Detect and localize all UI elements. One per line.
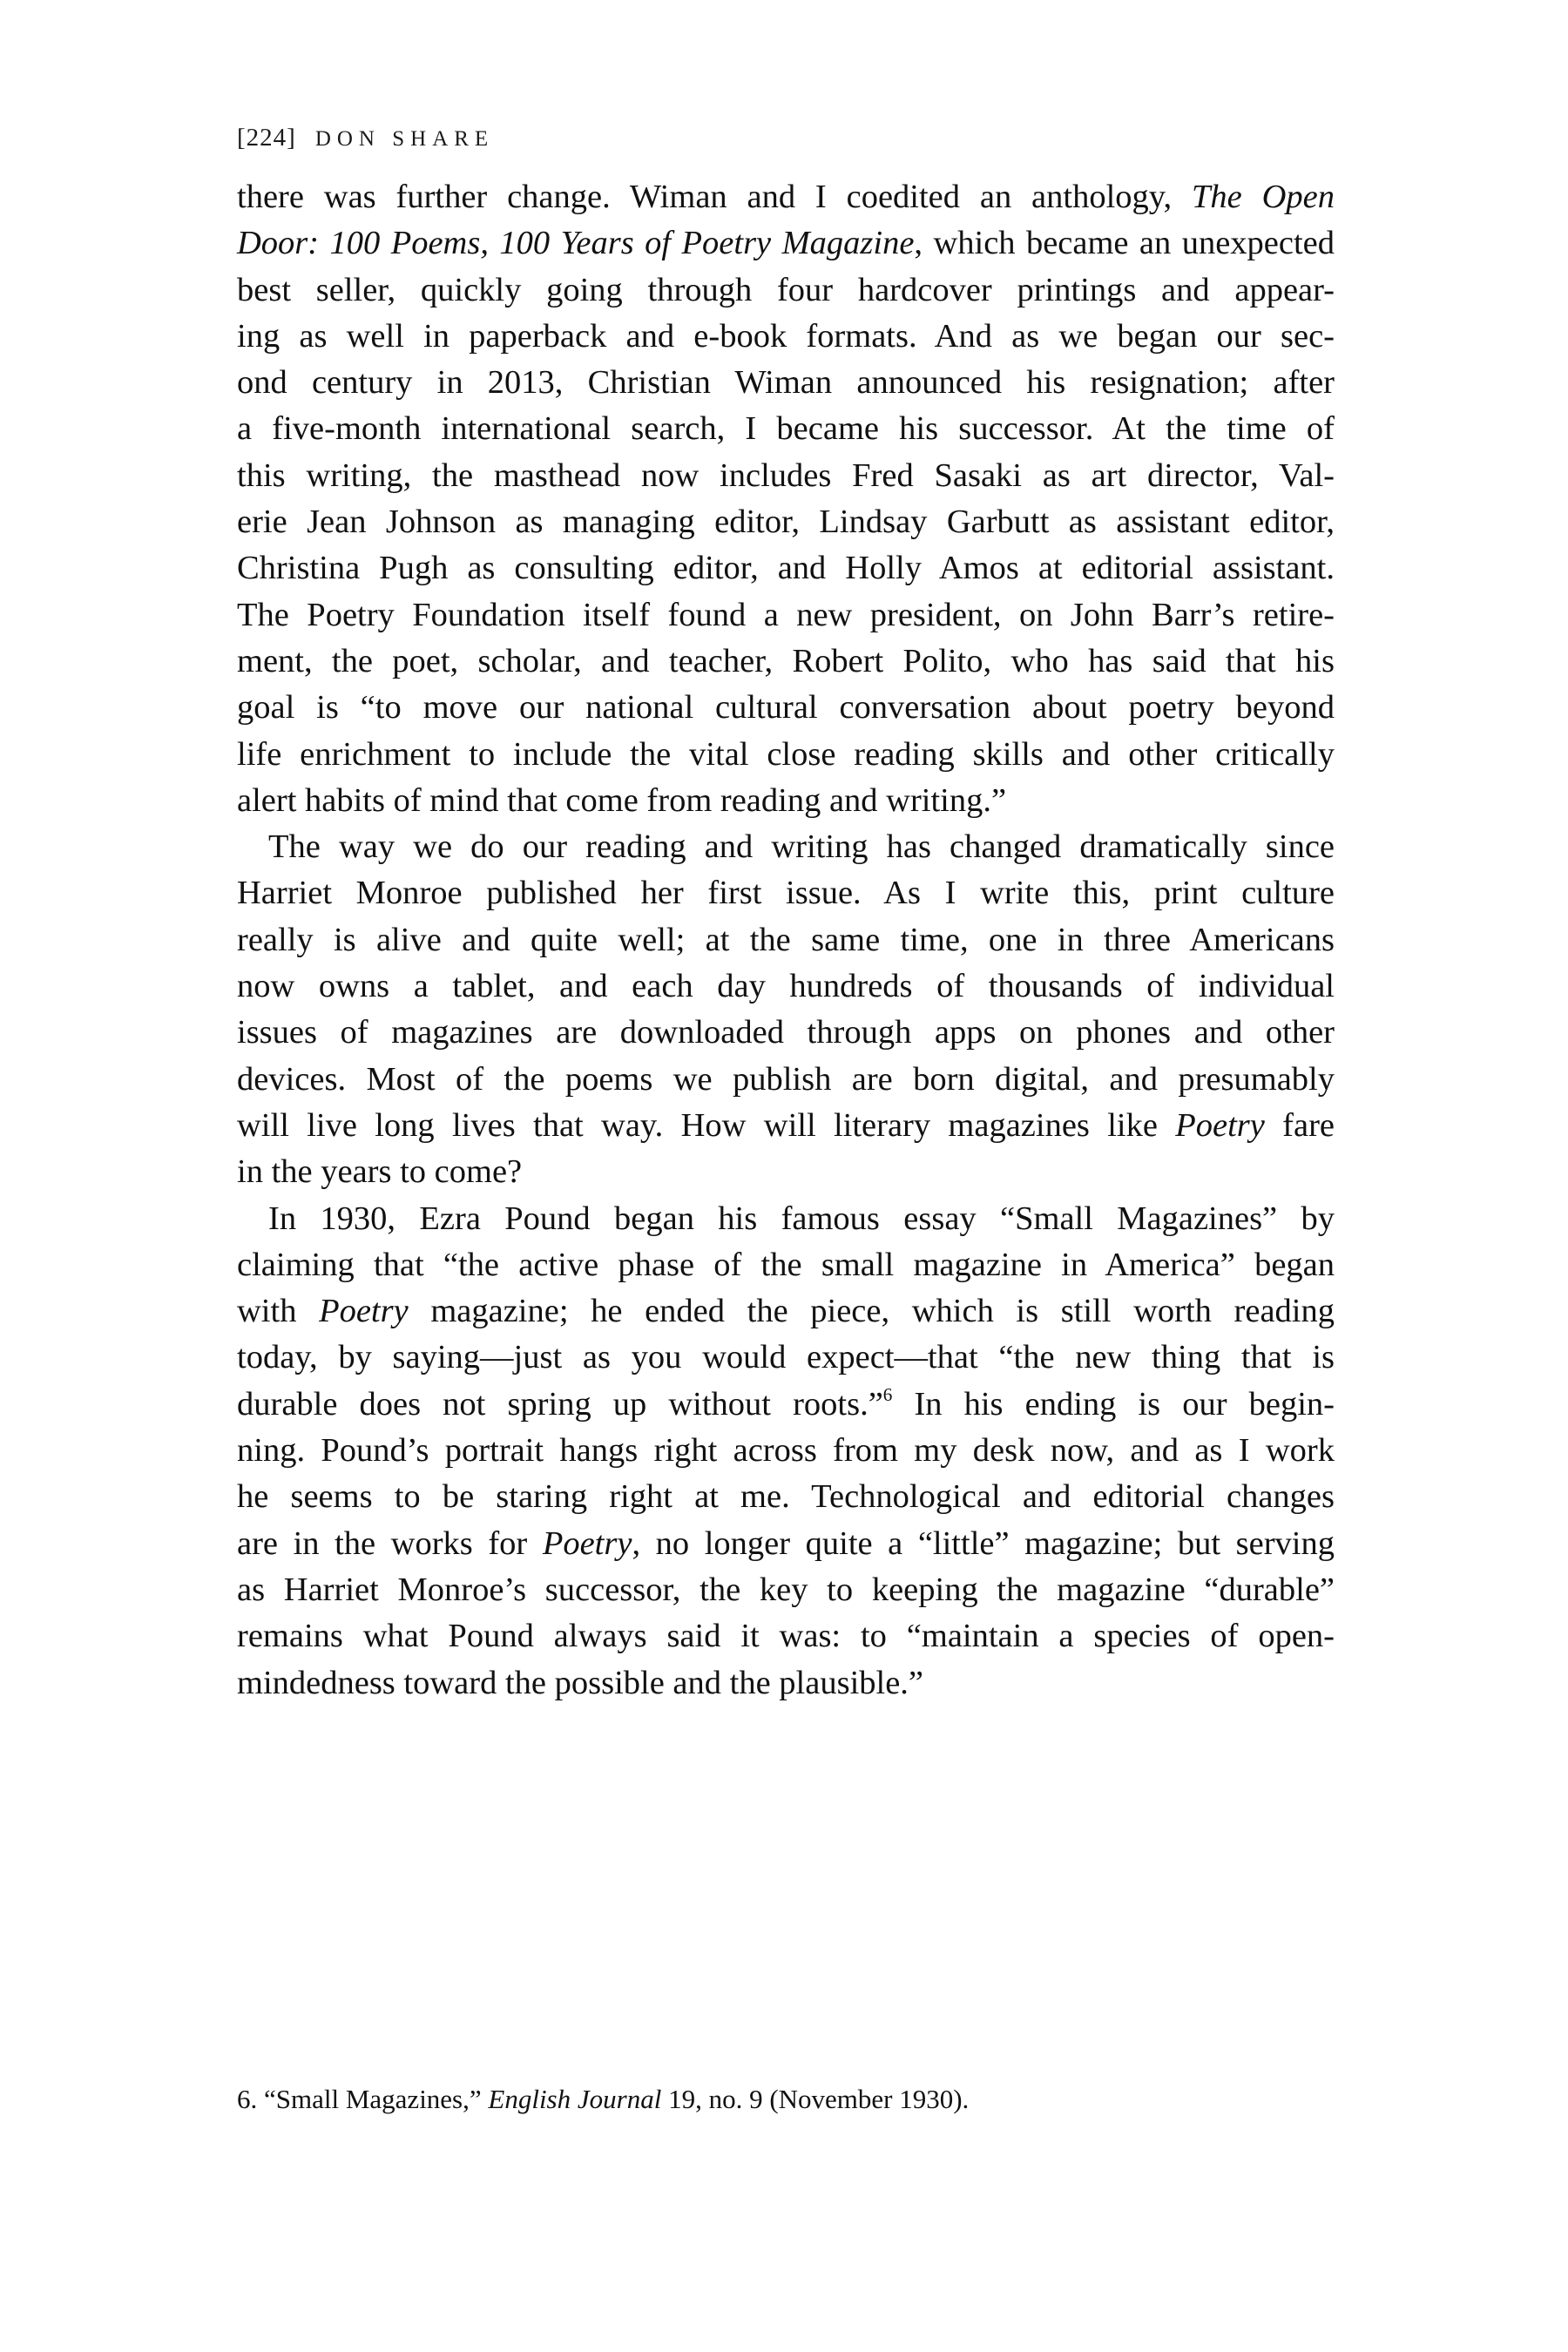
text-line [237, 1242, 1335, 1288]
running-head-author: DON SHARE [314, 127, 495, 151]
running-head [237, 120, 494, 155]
text-segment: ing as well in paperback and e-book formats. And as we began our sec- [237, 317, 1335, 355]
text-line [237, 870, 1335, 916]
text-line [237, 1057, 1335, 1103]
text-segment: 19, no. 9 (November 1930). [661, 2084, 970, 2114]
text-line [237, 685, 1335, 731]
paragraph [237, 1196, 1335, 1707]
text-segment: magazine; he ended the piece, which is still worth reading [408, 1293, 1335, 1330]
paragraph [237, 824, 1335, 1195]
text-segment: he seems to be staring right at me. Technological and editorial changes [237, 1478, 1335, 1516]
text-segment: now owns a tablet, and each day hundreds of thousands of individual [237, 968, 1335, 1005]
text-line [237, 963, 1335, 1010]
text-segment: Harriet Monroe published her first issue. As I write this, print culture [237, 875, 1335, 912]
italic-text: Poetry [542, 1524, 632, 1562]
text-line [237, 360, 1335, 406]
text-line [237, 314, 1335, 360]
text-segment: In his ending is our begin- [892, 1385, 1335, 1423]
text-line [237, 1521, 1335, 1567]
text-line [237, 1567, 1335, 1613]
text-segment: ning. Pound’s portrait hangs right across from my desk now, and as I work [237, 1432, 1335, 1470]
body-text [237, 174, 1335, 1707]
text-segment: really is alive and quite well; at the same time, one in three Americans [237, 921, 1335, 958]
text-line [237, 1474, 1335, 1520]
text-line [237, 174, 1335, 220]
text-segment: mindedness toward the possible and the plausible.” [237, 1664, 924, 1701]
text-line [237, 592, 1335, 639]
text-line [237, 824, 1335, 870]
text-segment: ment, the poet, scholar, and teacher, Robert Polito, who has said that his [237, 642, 1335, 679]
text-segment: , no longer quite a “little” magazine; but serving [632, 1524, 1335, 1562]
text-line [237, 499, 1335, 545]
text-line [237, 1382, 1335, 1428]
text-segment: erie Jean Johnson as managing editor, Lindsay Garbutt as assistant editor, [237, 504, 1335, 541]
text-segment: goal is “to move our national cultural conversation about poetry beyond [237, 689, 1335, 727]
text-line [237, 545, 1335, 591]
text-line [237, 732, 1335, 778]
text-segment: Christina Pugh as consulting editor, and Holly Amos at editorial assistant. [237, 550, 1335, 587]
text-segment: as Harriet Monroe’s successor, the key to keeping the magazine “durable” [237, 1571, 1335, 1608]
text-line [237, 220, 1335, 267]
text-line [237, 1613, 1335, 1659]
text-segment: this writing, the masthead now includes Fred Sasaki as art director, Val- [237, 456, 1335, 494]
text-segment: best seller, quickly going through four hardcover printings and appear- [237, 271, 1335, 308]
text-line [237, 267, 1335, 314]
text-line [237, 453, 1335, 499]
text-segment: durable does not spring up without roots.” [237, 1385, 883, 1423]
text-line [237, 1196, 1335, 1242]
italic-text: Poetry [319, 1293, 409, 1330]
italic-text: The Open [1192, 179, 1335, 215]
text-line [237, 917, 1335, 963]
text-segment: , which became an unexpected [914, 225, 1335, 262]
footnote [237, 2080, 1335, 2119]
text-segment: In 1930, Ezra Pound began his famous essay “Small Magazines” by [268, 1200, 1335, 1237]
text-line [237, 1288, 1335, 1335]
text-line [237, 639, 1335, 685]
text-line [237, 1660, 1335, 1707]
text-segment: devices. Most of the poems we publish are born digital, and presumably [237, 1060, 1335, 1098]
text-line [237, 1010, 1335, 1056]
paragraph [237, 174, 1335, 824]
italic-text: English Journal [488, 2084, 662, 2114]
text-segment: a five-month international search, I became his successor. At the time of [237, 410, 1335, 448]
text-line [237, 778, 1335, 824]
text-segment: alert habits of mind that come from reading and writing.” [237, 781, 1007, 819]
italic-text: Poetry [1175, 1106, 1265, 1144]
page-number: [224] [237, 124, 296, 152]
footnote-reference[interactable]: 6 [882, 1383, 893, 1405]
text-segment: ond century in 2013, Christian Wiman announced his resignation; after [237, 364, 1335, 402]
text-line [237, 1428, 1335, 1474]
text-segment: claiming that “the active phase of the small magazine in America” began [237, 1246, 1335, 1283]
text-segment: The Poetry Foundation itself found a new president, on John Barr’s retire- [237, 596, 1335, 633]
text-segment: with [237, 1293, 320, 1330]
text-segment: remains what Pound always said it was: to “maintain a species of open- [237, 1618, 1335, 1655]
text-segment: life enrichment to include the vital close reading skills and other critically [237, 735, 1335, 773]
text-segment: issues of magazines are downloaded through apps on phones and other [237, 1014, 1335, 1051]
text-segment: today, by saying—just as you would expect—that “the new thing that is [237, 1339, 1335, 1376]
text-segment: are in the works for [237, 1524, 543, 1562]
italic-text: Door: 100 Poems, 100 Years of Poetry Magazine [237, 225, 915, 262]
text-segment: will live long lives that way. How will literary magazines like [237, 1106, 1176, 1144]
text-line [237, 1149, 1335, 1195]
text-segment: The way we do our reading and writing has changed dramatically since [268, 828, 1335, 866]
text-segment: in the years to come? [237, 1153, 523, 1191]
text-line [237, 406, 1335, 452]
text-line [237, 1335, 1335, 1381]
text-line [237, 1103, 1335, 1149]
text-segment: there was further change. Wiman and I coedited an anthology, [237, 179, 1192, 215]
text-segment: fare [1264, 1106, 1335, 1144]
text-segment: 6. “Small Magazines,” [237, 2084, 489, 2114]
